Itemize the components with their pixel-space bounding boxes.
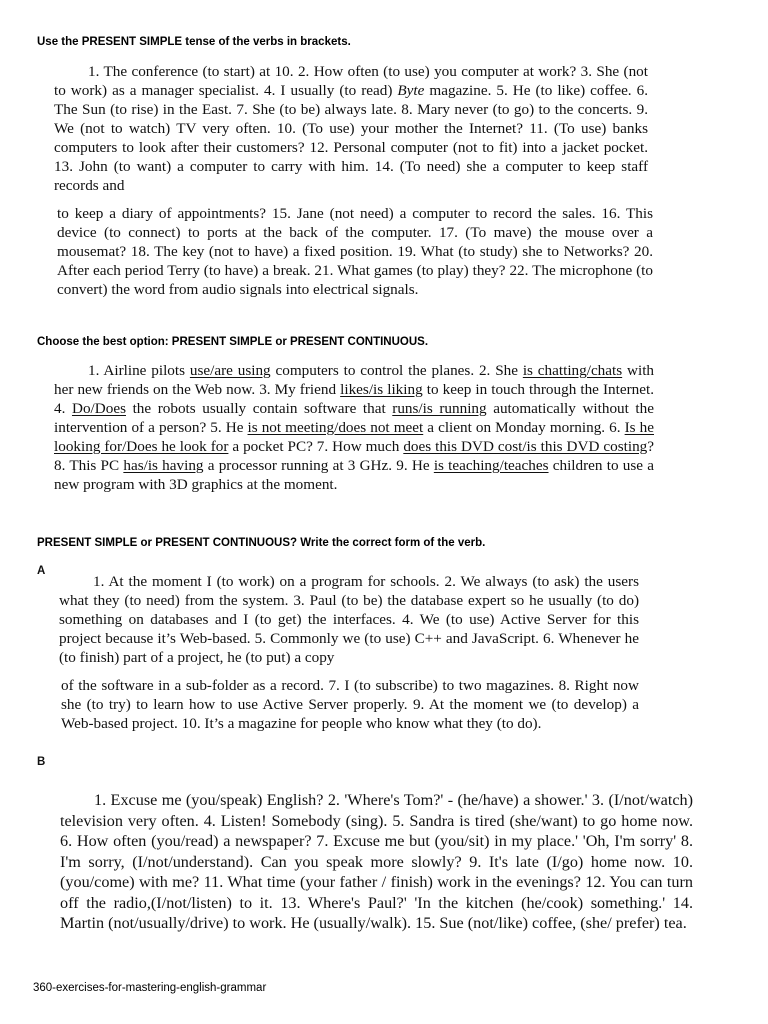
text-segment: 1. Airline pilots: [88, 362, 190, 379]
answer-option: is not meeting/does not meet: [247, 419, 424, 436]
text-segment: 1. The conference (to start) at 10. 2. How often (to use) you computer at work? 3. She (not to work) as a manager specialist. 4. I usually (to read): [54, 63, 648, 99]
answer-option: does this DVD cost/is this DVD costing: [403, 438, 648, 455]
section-a-label: A: [37, 565, 46, 577]
text-segment: with her new friends on the Web now. 3. My friend: [54, 362, 655, 398]
section2-heading: Choose the best option: PRESENT SIMPLE or PRESENT CONTINUOUS.: [37, 336, 429, 348]
text-segment: automatically without the intervention of a person? 5. He: [54, 400, 654, 436]
answer-option: Do/Does: [71, 400, 126, 417]
text-segment: the robots usually contain software that: [125, 400, 393, 417]
footer-source: 360-exercises-for-mastering-english-grammar: [33, 982, 267, 994]
text-segment: a processor running at 3 GHz. 9. He: [203, 457, 434, 474]
answer-option: is chatting/chats: [522, 362, 623, 379]
section-b-label: B: [37, 756, 46, 768]
section1-paragraph-b: to keep a diary of appointments? 15. Jane (not need) a computer to record the sales. 16. This device (to connect) to ports at the back of the computer. 17. (To mave) the mouse over a mousemat? 18. The key (not to have) a fixed position. 19. What (to study) she to Networks? 20. After each period Terry (to have) a break. 21. What games (to play) they? 22. The microphone (to convert) the word from audio signals into electrical signals.: [57, 205, 653, 298]
text-segment: to keep in touch through the Internet. 4.: [54, 381, 654, 417]
text-segment: a pocket PC? 7. How much: [228, 438, 404, 455]
text-segment: magazine. 5. He (to like) coffee. 6. The Sun (to rise) in the East. 7. She (to be) always late. 8. Mary never (to go) to the concerts. 9. We (not to watch) TV very often. 10. (To use) your mother the Internet? 11. (To use) banks computers to look after their customers? 12. Personal computer (not to fit) into a jacket pocket. 13. John (to want) a computer to carry with him. 14. (To need) she a computer to keep staff records and: [54, 82, 648, 194]
answer-option: has/is having: [123, 457, 204, 474]
section-a-paragraph-2: of the software in a sub-folder as a record. 7. I (to subscribe) to two magazines. 8. Right now she (to try) to learn how to use Active Server properly. 9. At the moment we (to develop) a Web-based project. 10. It’s a magazine for people who know what they (to do).: [61, 677, 639, 732]
answer-option: use/are using: [189, 362, 271, 379]
text-segment: children to use a new program with 3D graphics at the moment.: [54, 457, 654, 493]
answer-option: likes/is liking: [340, 381, 423, 398]
answer-option: runs/is running: [392, 400, 487, 417]
italic-text: Byte: [397, 82, 425, 99]
section1-heading: Use the PRESENT SIMPLE tense of the verbs in brackets.: [37, 36, 351, 48]
answer-option: Is he looking for/Does he look for: [54, 419, 654, 455]
section-b-paragraph: 1. Excuse me (you/speak) English? 2. 'Where's Tom?' - (he/have) a shower.' 3. (I/not/watch) television very often. 4. Listen! Somebody (sing). 5. Sandra is tired (she/want) to go home now. 6. How often (you/read) a newspaper? 7. Excuse me but (you/sit) in my place.' 'Oh, I'm sorry' 8. I'm sorry, (I/not/understand). Can you speak more slowly? 9. It's late (I/go) home now. 10.(you/come) with me? 11. What time (your father / finish) work in the evenings? 12. You can turn off the radio,(I/not/listen) to it. 13. Where's Paul?' 'In the kitchen (he/cook) something.' 14. Martin (not/usually/drive) to work. He (usually/walk). 15. Sue (not/like) coffee, (she/ prefer) tea.: [60, 791, 693, 932]
section2-paragraph: [54, 361, 654, 494]
section-a-paragraph-1: 1. At the moment I (to work) on a program for schools. 2. We always (to ask) the users what they (to need) from the system. 3. Paul (to be) the database expert so he usually (to do) something on databases and I (to get) the interfaces. 4. We (to use) Active Server for this project because it’s Web-based. 5. Commonly we (to use) C++ and JavaScript. 6. Whenever he (to finish) part of a project, he (to put) a copy: [59, 573, 639, 666]
text-segment: ? 8. This PC: [54, 438, 655, 474]
text-segment: a client on Monday morning. 6.: [423, 419, 625, 436]
text-segment: computers to control the planes. 2. She: [270, 362, 523, 379]
answer-option: is teaching/teaches: [433, 457, 549, 474]
section1-paragraph-a: [54, 62, 648, 195]
section3-heading: PRESENT SIMPLE or PRESENT CONTINUOUS? Write the correct form of the verb.: [37, 537, 486, 549]
